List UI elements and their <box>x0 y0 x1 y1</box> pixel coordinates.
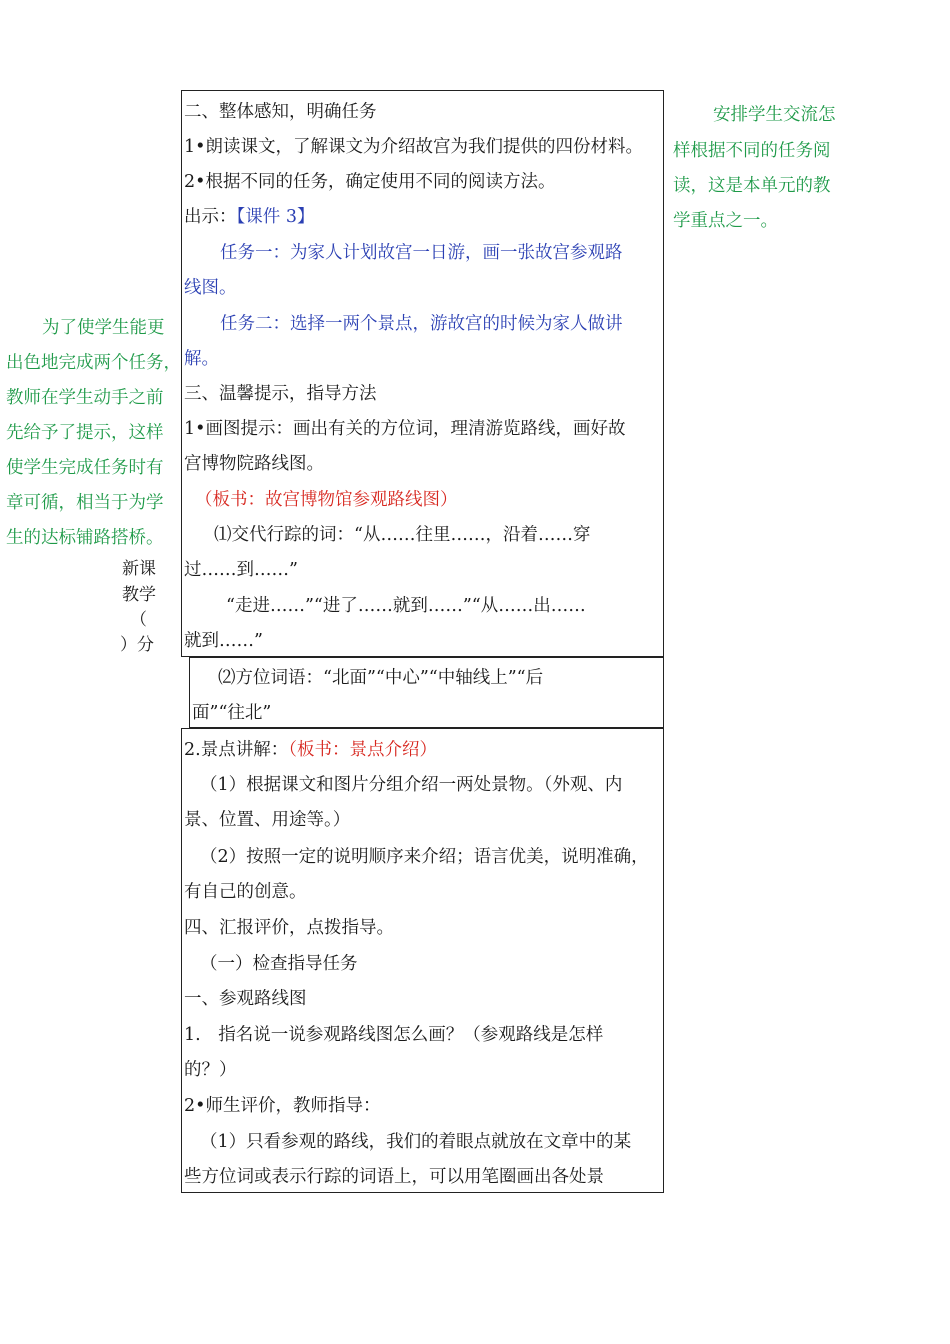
task-two-line2: 解。 <box>184 349 219 369</box>
itinerary-words-line3: “走进……”“进了……就到……”“从……出…… <box>226 596 586 616</box>
side-label-line1: 新课 <box>122 559 156 579</box>
left-note-line2: 出色地完成两个任务， <box>6 353 181 373</box>
show-label: 出示： <box>184 207 237 227</box>
right-note-line4: 学重点之一。 <box>673 211 778 231</box>
left-note-line7: 生的达标铺路搭桥。 <box>6 528 164 548</box>
courseware-label: 【课件 3】 <box>236 207 315 227</box>
side-label-line2: 教学 <box>122 585 156 605</box>
route-question-line1: 1. 指名说一说参观路线图怎么画？（参观路线是怎样 <box>184 1025 604 1045</box>
board-note-route-map: （板书：故宫博物馆参观路线图） <box>195 490 458 510</box>
side-label-line3: （ <box>130 610 147 630</box>
heading-report-evaluate: 四、汇报评价，点拨指导。 <box>184 918 394 938</box>
itinerary-words-line1: ⑴交代行踪的词：“从……往里……，沿着……穿 <box>214 525 591 545</box>
left-note-line4: 先给予了提示，这样 <box>6 423 164 443</box>
right-note-line2: 样根据不同的任务阅 <box>673 141 831 161</box>
scenic-step2-line1: （2）按照一定的说明顺序来介绍；语言优美，说明准确， <box>200 847 649 867</box>
heading-overall-perception: 二、整体感知，明确任务 <box>184 102 377 122</box>
evaluation-heading: 2•师生评价，教师指导： <box>184 1096 381 1116</box>
heading-tips: 三、温馨提示，指导方法 <box>184 384 377 404</box>
evaluation-step1-line2: 些方位词或表示行踪的词语上，可以用笔圈画出各处景 <box>184 1167 604 1187</box>
heading-check-tasks: （一）检查指导任务 <box>200 954 358 974</box>
right-note-line1: 安排学生交流怎 <box>713 105 836 125</box>
scenic-step1-line2: 景、位置、用途等。） <box>184 810 351 830</box>
left-note-line5: 使学生完成任务时有 <box>6 458 164 478</box>
heading-route-map: 一、参观路线图 <box>184 989 307 1009</box>
scenic-explanation <box>184 733 437 768</box>
task-one-line2: 线图。 <box>184 278 237 298</box>
left-note-line1: 为了使学生能更 <box>42 318 165 338</box>
scenic-step2-line2: 有自己的创意。 <box>184 882 307 902</box>
drawing-tip-line2: 宫博物院路线图。 <box>184 454 324 474</box>
left-note-line3: 教师在学生动手之前 <box>6 388 164 408</box>
board-note-scenic: （板书：景点介绍） <box>288 740 437 760</box>
itinerary-words-line4: 就到……” <box>184 631 263 651</box>
step-reading-method: 2•根据不同的任务，确定使用不同的阅读方法。 <box>184 172 556 192</box>
show-courseware <box>184 200 314 235</box>
drawing-tip-line1: 1•画图提示：画出有关的方位词，理清游览路线，画好故 <box>184 419 626 439</box>
itinerary-words-line2: 过……到……” <box>184 560 298 580</box>
right-note-line3: 读，这是本单元的教 <box>673 176 831 196</box>
scenic-label: 2.景点讲解： <box>184 740 289 760</box>
direction-words-line2: 面”“往北” <box>192 703 272 723</box>
direction-words-line1: ⑵方位词语：“北面”“中心”“中轴线上”“后 <box>218 668 544 688</box>
left-note-line6: 章可循，相当于为学 <box>6 493 164 513</box>
route-question-line2: 的？） <box>184 1060 237 1080</box>
task-two-line1: 任务二：选择一两个景点，游故宫的时候为家人做讲 <box>220 314 623 334</box>
side-label-line4: ）分 <box>120 635 154 655</box>
scenic-step1-line1: （1）根据课文和图片分组介绍一两处景物。（外观、内 <box>200 775 623 795</box>
evaluation-step1-line1: （1）只看参观的路线，我们的着眼点就放在文章中的某 <box>200 1132 632 1152</box>
task-one-line1: 任务一：为家人计划故宫一日游，画一张故宫参观路 <box>220 243 623 263</box>
step-read-text: 1•朗读课文，了解课文为介绍故宫为我们提供的四份材料。 <box>184 137 643 157</box>
